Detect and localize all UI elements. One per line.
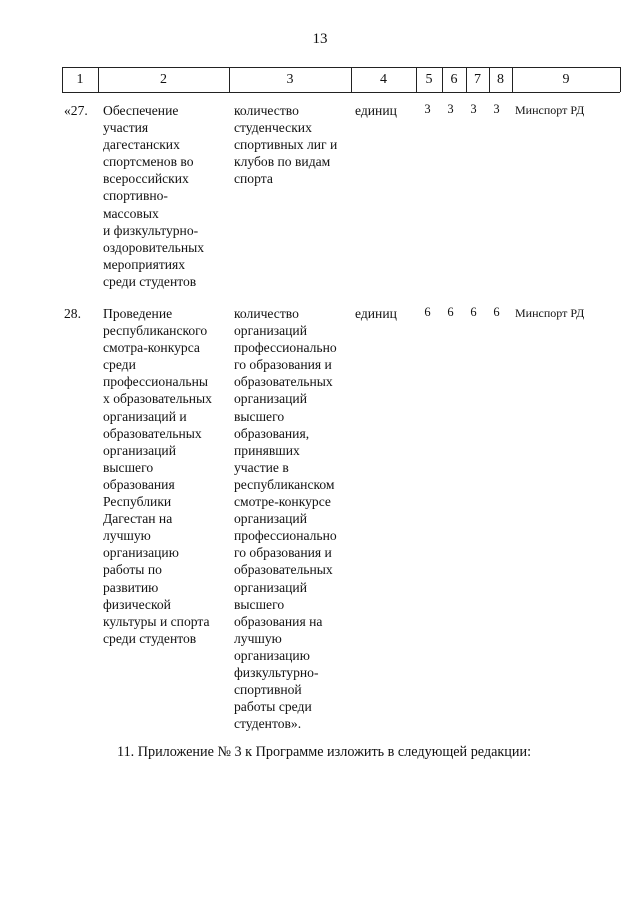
table-header-bottom-border [62, 92, 620, 93]
table-header-divider [620, 67, 621, 92]
value-cell: 3 [447, 102, 454, 116]
indicator-description: количество студенческих спортивных лиг и клубов по видам спорта [234, 103, 338, 187]
unit-of-measure: единиц [355, 103, 397, 118]
column-header-5: 5 [425, 72, 433, 87]
column-header-9: 9 [562, 72, 570, 87]
indicator-description: количество организаций профессионально го образования и образовательных организаций высшего образования, принявших участие в республиканском смотре-конкурсе организаций профессионально го образования и образовательных организаций высшего образования на лучшую организацию физкультурно- спортивной работы среди студентов». [234, 306, 337, 732]
column-header-6: 6 [450, 72, 458, 87]
value-cell: 6 [470, 305, 477, 319]
row-number: 28. [64, 306, 81, 321]
yearly-values [416, 102, 508, 117]
value-cell: 3 [493, 102, 500, 116]
column-header-2: 2 [160, 72, 167, 87]
value-cell: 3 [470, 102, 477, 116]
activity-description: Обеспечение участия дагестанских спортсменов во всероссийских спортивно- массовых и физкультурно- оздоровительных мероприятиях среди студентов [103, 103, 205, 289]
value-cell: 6 [447, 305, 454, 319]
amendment-paragraph: 11. Приложение № 3 к Программе изложить в следующей редакции: [117, 744, 532, 760]
column-header-3: 3 [286, 72, 294, 87]
unit-of-measure: единиц [355, 306, 397, 321]
row-number: «27. [64, 103, 88, 118]
value-cell: 3 [424, 102, 431, 116]
executor: Минспорт РД [515, 306, 585, 320]
page-number: 13 [312, 31, 328, 47]
executor: Минспорт РД [515, 103, 585, 117]
column-header-1: 1 [76, 72, 84, 87]
column-header-7: 7 [474, 72, 481, 87]
yearly-values [416, 305, 508, 320]
value-cell: 6 [424, 305, 431, 319]
column-header-8: 8 [497, 72, 504, 87]
column-header-4: 4 [380, 72, 387, 87]
value-cell: 6 [493, 305, 500, 319]
activity-description: Проведение республиканского смотра-конкурса среди профессиональны х образовательных организаций и образовательных организаций высшего образования Республики Дагестан на лучшую организацию работы по развитию физической культуры и спорта среди студентов [103, 306, 212, 646]
